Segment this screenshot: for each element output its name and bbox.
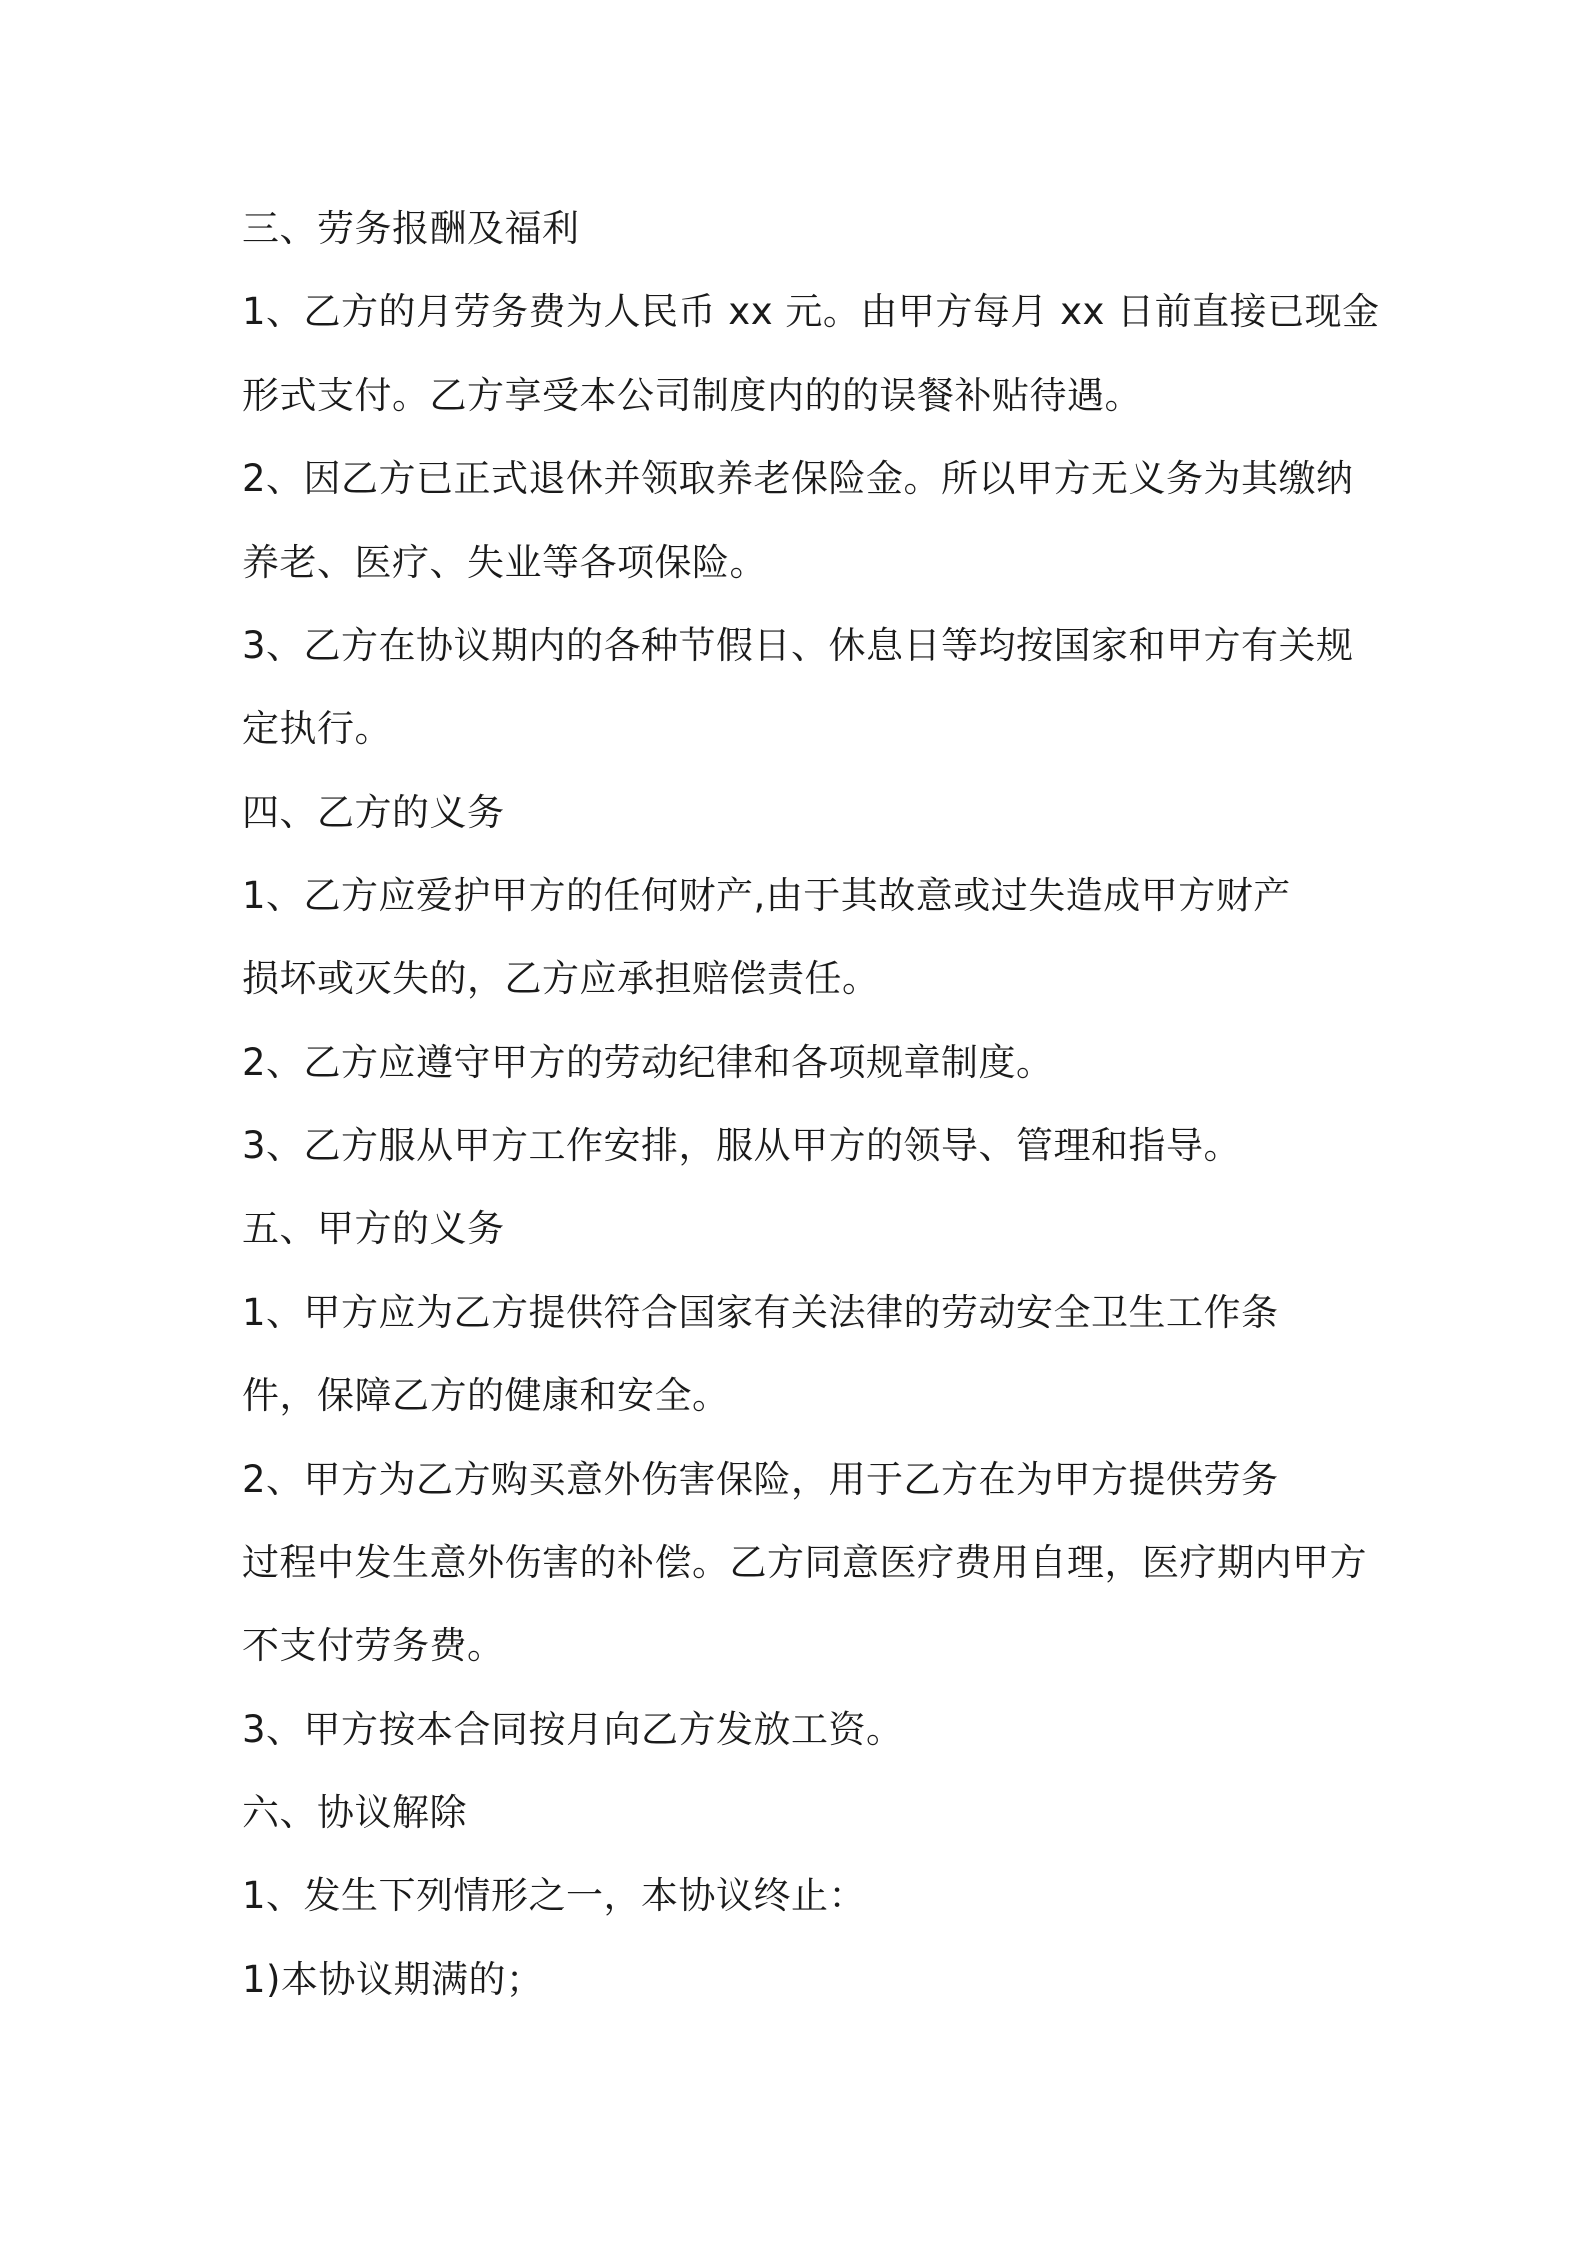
paragraph-line: 形式支付。乙方享受本公司制度内的的误餐补贴待遇。	[242, 374, 1142, 417]
paragraph-line: 1、发生下列情形之一，本协议终止：	[242, 1874, 867, 1917]
section-heading-5: 五、甲方的义务	[242, 1207, 505, 1250]
section-heading-6: 六、协议解除	[242, 1791, 467, 1834]
paragraph-line: 1、甲方应为乙方提供符合国家有关法律的劳动安全卫生工作条	[242, 1291, 1279, 1334]
paragraph-line: 件，保障乙方的健康和安全。	[242, 1374, 730, 1417]
section-heading-4: 四、乙方的义务	[242, 791, 505, 834]
paragraph-line: 2、因乙方已正式退休并领取养老保险金。所以甲方无义务为其缴纳	[242, 457, 1354, 500]
paragraph-line: 定执行。	[242, 707, 392, 750]
paragraph-line: 3、乙方在协议期内的各种节假日、休息日等均按国家和甲方有关规	[242, 624, 1354, 667]
section-heading-3: 三、劳务报酬及福利	[242, 207, 580, 250]
paragraph-line: 1、乙方的月劳务费为人民币 xx 元。由甲方每月 xx 日前直接已现金	[242, 290, 1380, 333]
paragraph-line: 损坏或灭失的，乙方应承担赔偿责任。	[242, 957, 880, 1000]
paragraph-line: 过程中发生意外伤害的补偿。乙方同意医疗费用自理，医疗期内甲方	[242, 1541, 1367, 1584]
paragraph-line: 3、乙方服从甲方工作安排，服从甲方的领导、管理和指导。	[242, 1124, 1242, 1167]
paragraph-line: 1、乙方应爱护甲方的任何财产,由于其故意或过失造成甲方财产	[242, 874, 1291, 917]
paragraph-line: 2、甲方为乙方购买意外伤害保险，用于乙方在为甲方提供劳务	[242, 1458, 1279, 1501]
paragraph-line: 2、乙方应遵守甲方的劳动纪律和各项规章制度。	[242, 1041, 1054, 1084]
paragraph-line: 3、甲方按本合同按月向乙方发放工资。	[242, 1708, 904, 1751]
paragraph-line: 1)本协议期满的；	[242, 1958, 544, 2001]
paragraph-line: 养老、医疗、失业等各项保险。	[242, 541, 767, 584]
paragraph-line: 不支付劳务费。	[242, 1624, 505, 1667]
